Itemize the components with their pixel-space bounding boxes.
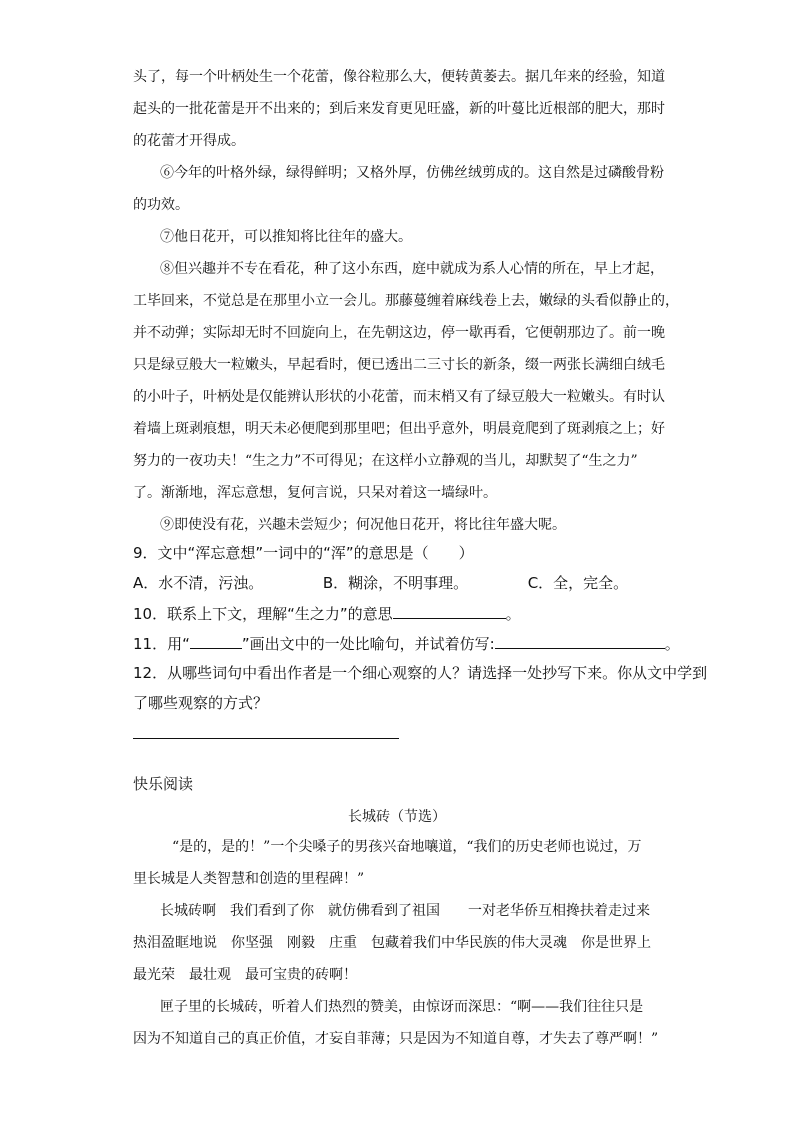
passage-line: 并不动弹；实际却无时不回旋向上，在先朝这边，停一歇再看，它便朝那边了。前一晚 [133, 325, 665, 341]
answer-blank[interactable] [393, 604, 506, 619]
option-c[interactable]: C．全，完全。 [527, 574, 629, 592]
passage-line: 里长城是人类智慧和创造的里程碑！” [133, 871, 365, 887]
question-10 [133, 604, 521, 623]
passage-line: ⑦他日花开，可以推知将比往年的盛大。 [160, 229, 412, 245]
passage-line: ⑧但兴趣并不专在看花，种了这小东西，庭中就成为系人心情的所在，早上才起， [160, 261, 664, 277]
passage-line: ⑥今年的叶格外绿，绿得鲜明；又格外厚，仿佛丝绒剪成的。这自然是过磷酸骨粉 [160, 165, 664, 181]
passage-line: “是的，是的！”一个尖嗓子的男孩兴奋地嚷道，“我们的历史老师也说过，万 [172, 839, 642, 855]
question-10-end: 。 [505, 605, 521, 623]
passage-line: 因为不知道自己的真正价值，才妄自菲薄；只是因为不知道自尊，才失去了尊严啊！” [133, 1031, 659, 1047]
passage-line: 了。渐渐地，浑忘意想，复何言说，只呆对着这一墙绿叶。 [133, 485, 497, 501]
passage-line: 热泪盈眶地说 你坚强 刚毅 庄重 包藏着我们中华民族的伟大灵魂 你是世界上 [133, 935, 651, 951]
answer-blank[interactable] [495, 634, 665, 649]
answer-line[interactable] [133, 738, 399, 739]
passage-line: 最光荣 最壮观 最可宝贵的砖啊！ [133, 967, 357, 983]
question-11 [133, 634, 680, 653]
question-11-text-start: 11．用“ [133, 635, 190, 653]
question-11-end: 。 [664, 635, 680, 653]
passage-line: 起头的一批花蕾是开不出来的；到后来发育更见旺盛，新的叶蔓比近根部的肥大，那时 [133, 101, 665, 117]
passage-title: 长城砖（节选） [348, 809, 446, 825]
passage-line: 努力的一夜功夫！“生之力”不可得见；在这样小立静观的当儿，却默契了“生之力” [133, 453, 638, 469]
passage-line: 匣子里的长城砖，听着人们热烈的赞美，由惊讶而深思：“啊——我们往往只是 [160, 999, 644, 1015]
passage-line: ⑨即使没有花，兴趣未尝短少；何况他日花开，将比往年盛大呢。 [160, 517, 566, 533]
section-heading: 快乐阅读 [133, 775, 194, 793]
question-12-line2: 了哪些观察的方式？ [133, 694, 269, 712]
passage-line: 头了，每一个叶柄处生一个花蕾，像谷粒那么大，便转黄萎去。据几年来的经验，知道 [133, 69, 665, 85]
question-10-text: 10．联系上下文，理解“生之力”的意思 [133, 605, 393, 623]
passage-line: 工毕回来，不觉总是在那里小立一会儿。那藤蔓缠着麻线卷上去，嫩绿的头看似静止的， [133, 293, 679, 309]
passage-line: 的小叶子，叶柄处是仅能辨认形状的小花蕾，而末梢又有了绿豆般大一粒嫩头。有时认 [133, 389, 665, 405]
passage-line: 只是绿豆般大一粒嫩头，早起看时，便已透出二三寸长的新条，缀一两张长满细白绒毛 [133, 357, 665, 373]
question-12-line1: 12．从哪些词句中看出作者是一个细心观察的人？请选择一处抄写下来。你从文中学到 [133, 664, 708, 682]
passage-line: 着墙上斑剥痕想，明天未必便爬到那里吧；但出乎意外，明晨竟爬到了斑剥痕之上；好 [133, 421, 665, 437]
option-b[interactable]: B．糊涂，不明事理。 [322, 574, 469, 592]
question-9-options [133, 574, 628, 592]
passage-line: 的功效。 [133, 197, 189, 213]
passage-line: 的花蕾才开得成。 [133, 133, 245, 149]
question-9: 9．文中“浑忘意想”一词中的“浑”的意思是（ ） [133, 544, 474, 562]
passage-line: 长城砖啊 我们看到了你 就仿佛看到了祖国 一对老华侨互相搀扶着走过来 [160, 903, 650, 919]
option-a[interactable]: A．水不清，污浊。 [133, 574, 264, 592]
underline-sample [190, 634, 242, 649]
question-11-text-mid: ”画出文中的一处比喻句，并试着仿写: [241, 635, 495, 653]
